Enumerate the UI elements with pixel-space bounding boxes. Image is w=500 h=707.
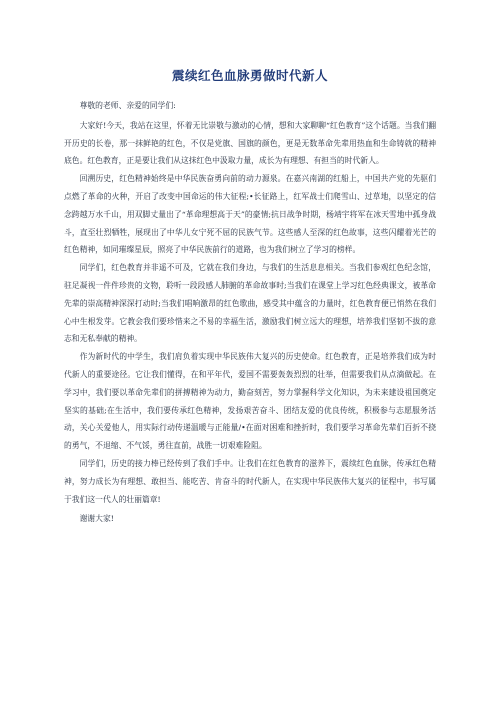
page-title: 震续红色血脉勇做时代新人 (171, 68, 328, 83)
paragraph-mission: 作为新时代的中学生，我们肩负着实现中华民族伟大复兴的历史使命。红色教育，正是培养我们成为时代新人的重要途径。它让我们懂得，在和平年代，爱国不需要轰轰烈烈的壮举，但需要我们从点滴做起。在学习中，我们要以革命先辈们的拼搏精神为动力，勤奋刻苦，努力掌握科学文化知识，为未来建设祖国奠定坚实的基础;在生活中，我们要传承红色精神，发扬艰苦奋斗、团结友爱的优良传统，积极参与志愿服务活动，关心关爱他人，用实际行动传递温暖与正能量/•在面对困难和挫折时，我们要学习革命先辈们百折不挠的勇气，不退缩、不气馁，勇往直前，战胜一切艰难险阻。 (64, 352, 436, 451)
paragraph-daily-life: 同学们，红色教育并非遥不可及，它就在我们身边，与我们的生活息息相关。当我们参观红色纪念馆，驻足凝视一件件珍贵的文物，聆听一段段感人肺腑的革命故事时;当我们在课堂上学习红色经典课文，被革命先辈的崇高精神深深打动时;当我们唱响激昂的红色歌曲，感受其中蕴含的力量时，红色教育便已悄然在我们心中生根发芽。它教会我们要珍惜来之不易的幸福生活，激励我们树立远大的理想，培养我们坚韧不拔的意志和无私奉献的精神。 (64, 263, 436, 344)
greeting: 尊敬的老师、亲爱的同学们: (79, 101, 176, 110)
speech-body (64, 97, 436, 528)
paragraph-intro: 大家好!今天，我站在这里，怀着无比崇敬与激动的心情，想和大家聊聊“红色教育”这个话题。当我们翻开历史的长卷，那一抹鲜艳的红色，不仅是党旗、国旗的颜色，更是无数革命先辈用热血和生命铸就的精神底色。红色教育，正是要让我们从这抹红色中汲取力量，成长为有理想、有担当的时代新人。 (64, 120, 436, 166)
paragraph-history: 回溯历史，红色精神始终是中华民族奋勇向前的动力源泉。在嘉兴南湖的红船上，中国共产党的先驱们点燃了革命的火种，开启了改变中国命运的伟大征程;•长征路上，红军战士们爬雪山、过草地，以坚定的信念跨越万水千山，用双脚丈量出了“革命理想高于天”的豪情;抗日战争时期，杨靖宇将军在冰天雪地中孤身战斗，直至壮烈牺牲，展现出了中华儿女宁死不屈的民族气节。这些感人至深的红色故事，这些闪耀着光芒的红色精神，如同璀璨星辰，照亮了中华民族前行的道路，也为我们树立了学习的榜样。 (64, 174, 436, 255)
closing-line: 谢谢大家! (79, 514, 114, 524)
paragraph-conclusion: 同学们，历史的接力棒已经传到了我们手中。让我们在红色教育的滋养下，震续红色血脉，传承红色精神，努力成长为有理想、敢担当、能吃苦、肯奋斗的时代新人，在实现中华民族伟大复兴的征程中，书写属于我们这一代人的壮丽篇章! (64, 458, 436, 504)
